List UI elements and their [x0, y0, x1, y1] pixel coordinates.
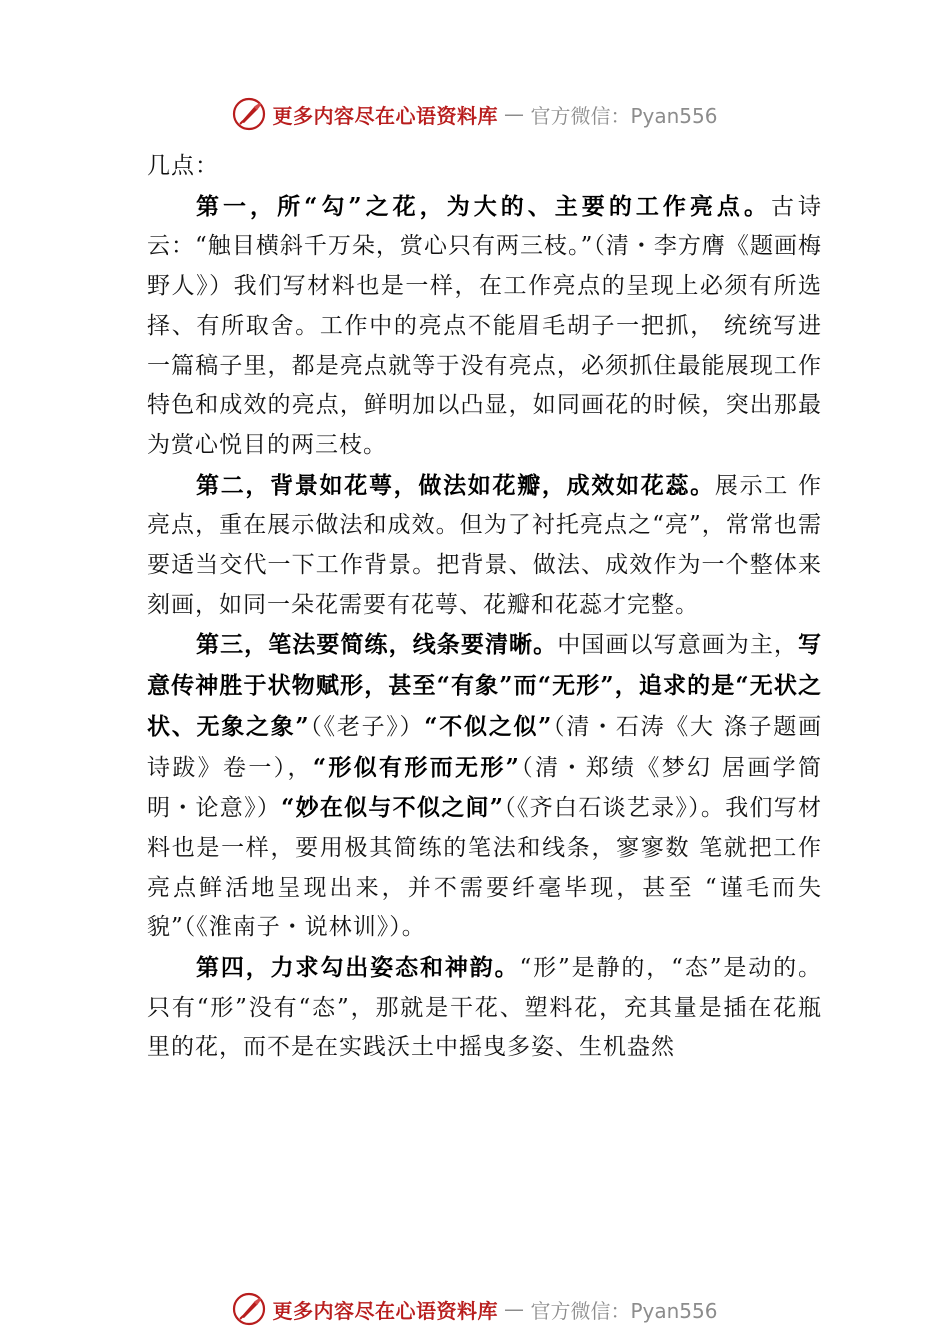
section-3-bold-4: “妙在似与不似之间” [281, 794, 504, 822]
section-3-heading: 第三，笔法要简练，线条要清晰。 [196, 631, 558, 659]
section-1-heading: 第一，所“勾”之花，为大的、主要的工作亮点。 [196, 192, 771, 220]
section-2-heading: 第二，背景如花萼，做法如花瓣，成效如花蕊。 [196, 471, 715, 499]
section-2-body: 展示工 作亮点，重在展示做法和成效。但为了衬托亮点之“亮”，常常也需要适当交代一下工作背景。把背景、做法、成效作为一个整体来刻画，如同一朵花需要有花萼、花瓣和花蕊才完整。 [147, 472, 823, 618]
section-3-bold-3: “形似有形而无形” [312, 753, 520, 781]
header-watermark [0, 94, 950, 134]
quill-logo-icon [232, 97, 266, 131]
watermark-main-text: 更多内容尽在心语资料库 [272, 1298, 498, 1323]
quill-logo-icon [232, 1292, 266, 1326]
section-4 [147, 948, 822, 1068]
section-3-body-5: （《齐白石谈艺录》）。我们写材料也是一样，要用极其简练的笔法和线条，寥寥数 笔就把工作亮点鲜活地呈现出来，并不需要纤毫毕现，甚至 “谨毛而失貌”（《淮南子・说林训》）。 [147, 795, 823, 941]
watermark-separator: — [503, 102, 525, 126]
watermark-main-text: 更多内容尽在心语资料库 [272, 103, 498, 128]
section-4-body: “形”是静的，“态”是动的。只有“形”没有“态”，那就是干花、塑料花，充其量是插在花瓶里的花，而不是在实践沃土中摇曳多姿、生机盎然 [147, 955, 822, 1061]
opening-line: 几点： [147, 153, 219, 179]
section-3-body-1: 中国画以写意画为主， [557, 632, 799, 659]
watermark-sub-text: 官方微信：Pyan556 [530, 1298, 718, 1323]
section-3-bold-1: 写意传神胜于状物赋形，甚至“有象”而“无形”，追求的是“无状之状、无象之象” [147, 631, 823, 740]
section-1-body: 古诗云：“触目横斜千万朵，赏心只有两三枝。”（清・李方膺《题画梅野人》）我们写材料也是一样，在工作亮点的呈现上必须有所选择、有所取舍。工作中的亮点不能眉毛胡子一把抓， 统统写进一篇稿子里，都是亮点就等于没有亮点，必须抓住最能展现工作特色和成效的亮点，鲜明加以凸显，如同画花的时候，突出那最为赏心悦目的两三枝。 [147, 193, 822, 458]
section-3 [147, 625, 822, 948]
section-3-body-4: （清・郑绩《梦幻 居画学简明・论意》） [147, 754, 822, 822]
section-3-body-3: （清・石涛《大 涤子题画诗跋》卷一）， [147, 713, 823, 781]
section-4-heading: 第四，力求勾出姿态和神韵。 [196, 954, 520, 982]
section-3-bold-2: “不似之似” [424, 712, 553, 740]
footer-watermark [0, 1289, 950, 1329]
document-body [147, 147, 822, 1068]
section-2 [147, 466, 822, 626]
watermark-separator: — [503, 1297, 525, 1321]
section-3-body-2: （《老子》） [309, 713, 425, 740]
section-1 [147, 187, 822, 466]
watermark-sub-text: 官方微信：Pyan556 [530, 103, 718, 128]
